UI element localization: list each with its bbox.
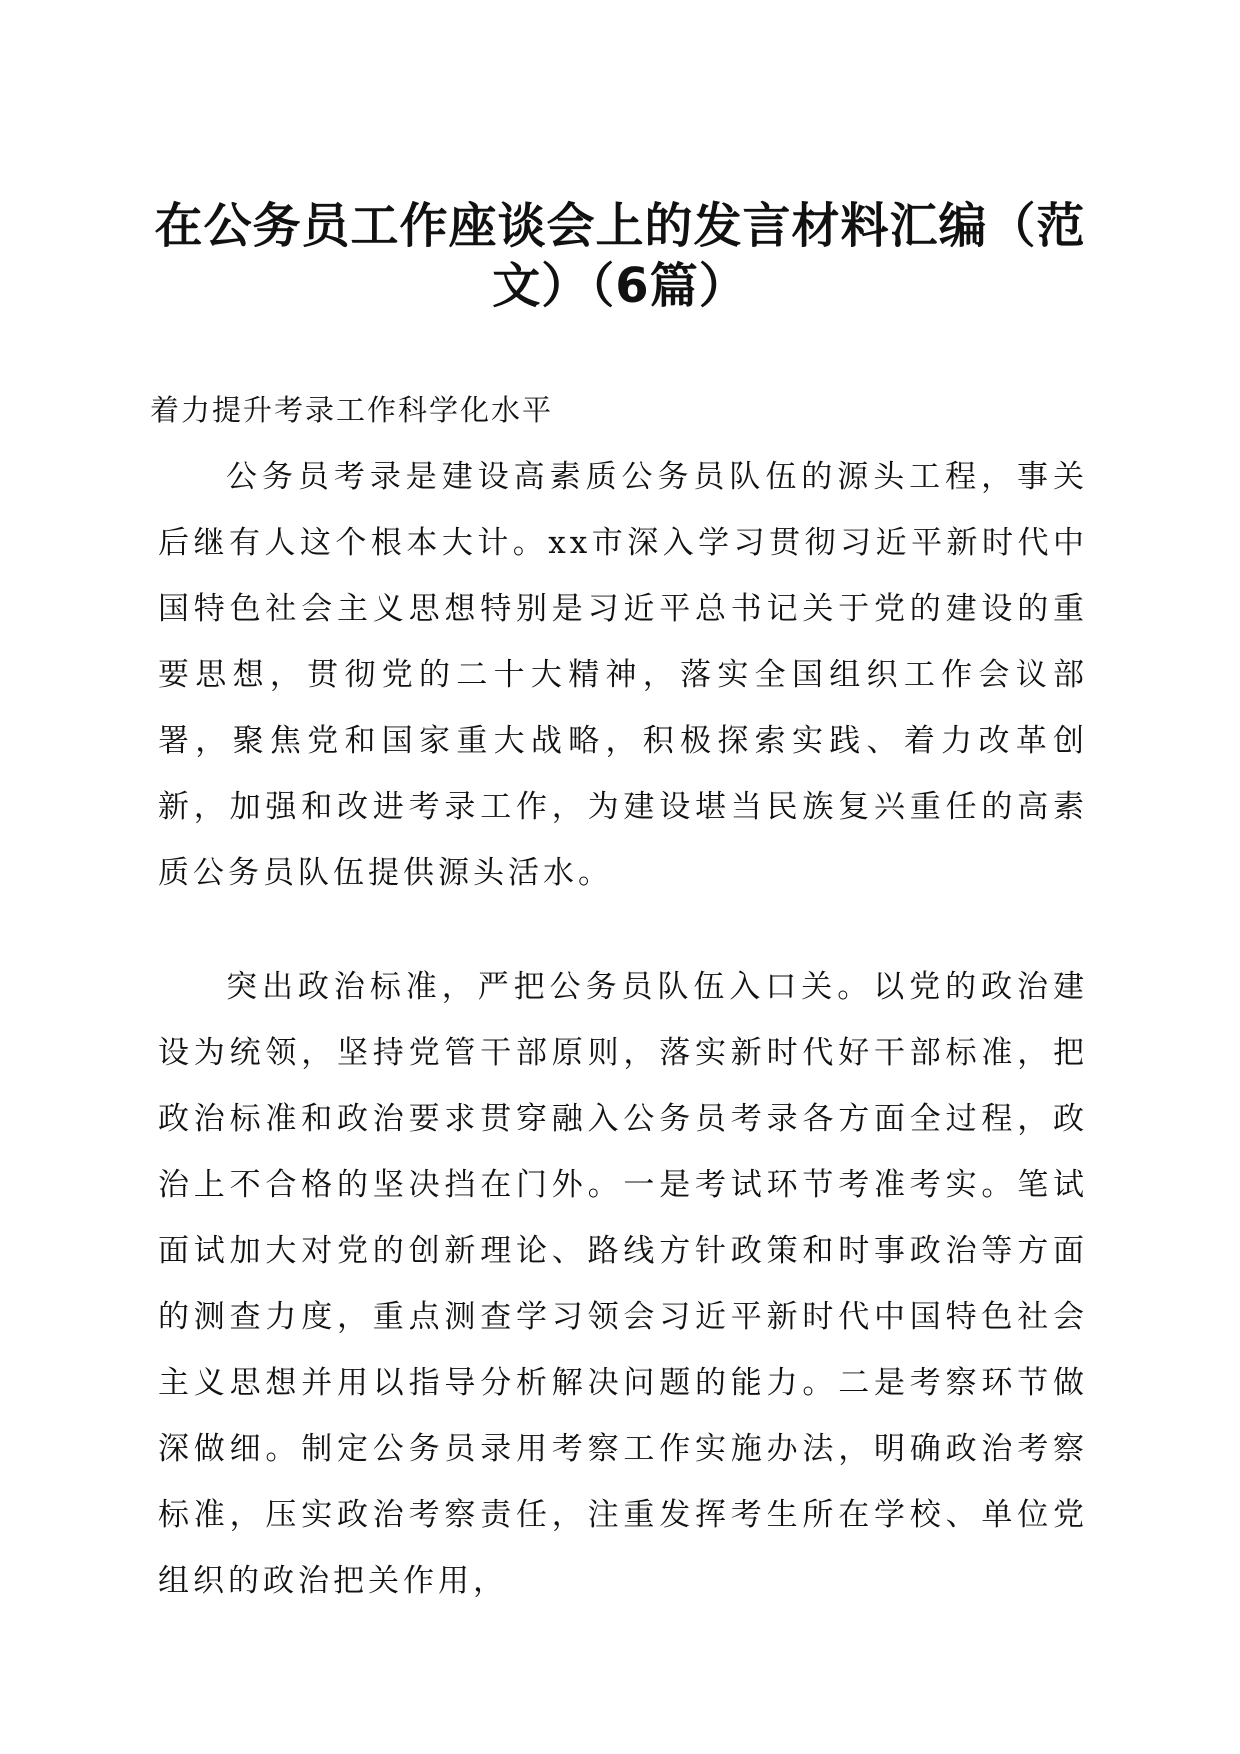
body-paragraph-1: 公务员考录是建设高素质公务员队伍的源头工程，事关后继有人这个根本大计。xx市深入学习贯彻习近平新时代中国特色社会主义思想特别是习近平总书记关于党的建设的重要思想，贯彻党的二十大精神，落实全国组织工作会议部署，聚焦党和国家重大战略，积极探索实践、着力改革创新，加强和改进考录工作，为建设堪当民族复兴重任的高素质公务员队伍提供源头活水。 [158, 459, 1088, 891]
document-title-line-2: 文）（6篇） [492, 258, 748, 314]
body-paragraph-2: 突出政治标准，严把公务员队伍入口关。以党的政治建设为统领，坚持党管干部原则，落实新时代好干部标准，把政治标准和政治要求贯穿融入公务员考录各方面全过程，政治上不合格的坚决挡在门外。一是考试环节考准考实。笔试面试加大对党的创新理论、路线方针政策和时事政治等方面的测查力度，重点测查学习领会习近平新时代中国特色社会主义思想并用以指导分析解决问题的能力。二是考察环节做深做细。制定公务员录用考察工作实施办法，明确政治考察标准，压实政治考察责任，注重发挥考生所在学校、单位党组织的政治把关作用， [158, 969, 1088, 1599]
section-heading: 着力提升考录工作科学化水平 [150, 393, 554, 427]
document-title-line-1: 在公务员工作座谈会上的发言材料汇编（范 [154, 198, 1086, 254]
